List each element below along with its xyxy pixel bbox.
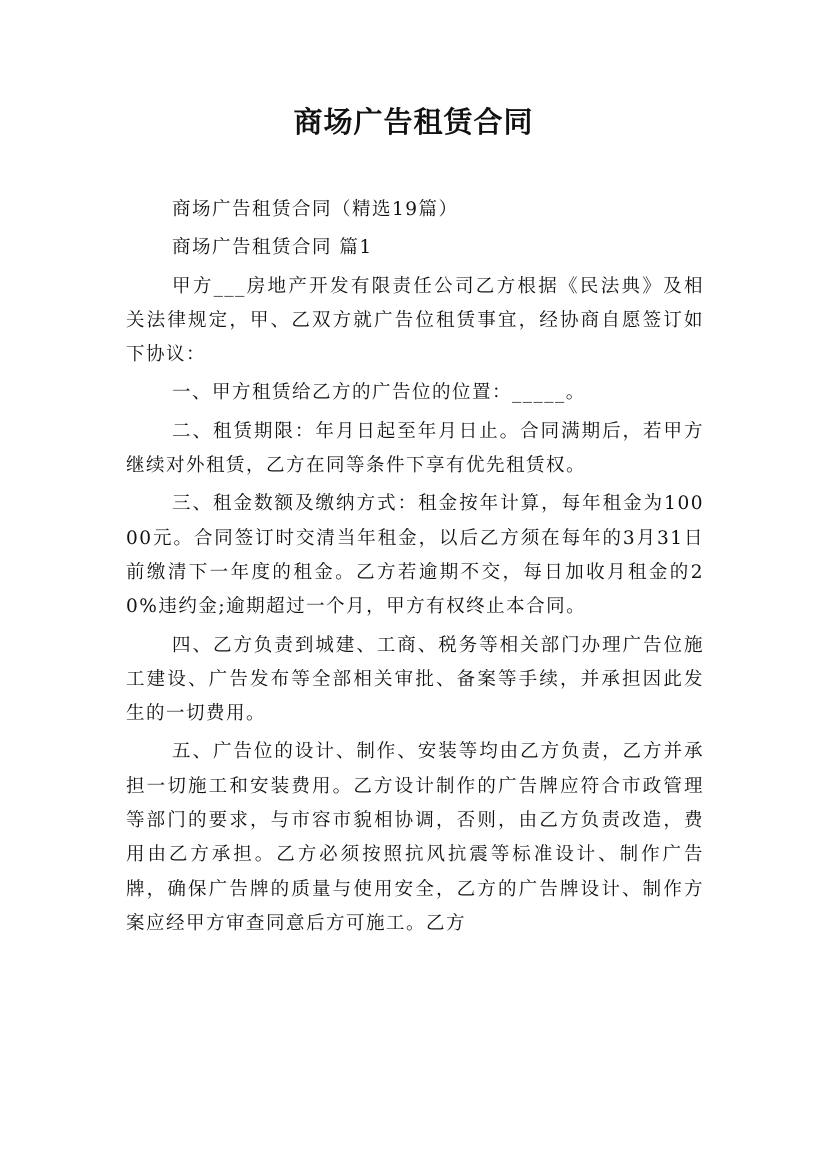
paragraph-clause-1: 一、甲方租赁给乙方的广告位的位置：_____。 [172,382,586,404]
document-title: 商场广告租赁合同 [293,105,534,139]
paragraph-section-heading: 商场广告租赁合同 篇1 [172,237,373,259]
document-body [126,193,704,945]
paragraph-clause-3: 三、租金数额及缴纳方式：租金按年计算，每年租金为10000元。合同签订时交清当年租金，以后乙方须在每年的3月31日前缴清下一年度的租金。乙方若逾期不交，每日加收月租金的20%违约金;逾期超过一个月，甲方有权终止本合同。 [126,493,704,618]
paragraph-clause-2: 二、租赁期限：年月日起至年月日止。合同满期后，若甲方继续对外租赁，乙方在同等条件下享有优先租赁权。 [126,420,704,477]
paragraph-subtitle: 商场广告租赁合同（精选19篇） [172,199,459,220]
paragraph-clause-4: 四、乙方负责到城建、工商、税务等相关部门办理广告位施工建设、广告发布等全部相关审批、备案等手续，并承担因此发生的一切费用。 [126,634,704,725]
paragraph-parties: 甲方___房地产开发有限责任公司乙方根据《民法典》及相关法律规定，甲、乙双方就广告位租赁事宜，经协商自愿签订如下协议： [126,275,704,366]
paragraph-clause-5: 五、广告位的设计、制作、安装等均由乙方负责，乙方并承担一切施工和安装费用。乙方设计制作的广告牌应符合市政管理等部门的要求，与市容市貌相协调，否则，由乙方负责改造，费用由乙方承担。乙方必须按照抗风抗震等标准设计、制作广告牌，确保广告牌的质量与使用安全，乙方的广告牌设计、制作方案应经甲方审查同意后方可施工。乙方 [126,741,704,934]
